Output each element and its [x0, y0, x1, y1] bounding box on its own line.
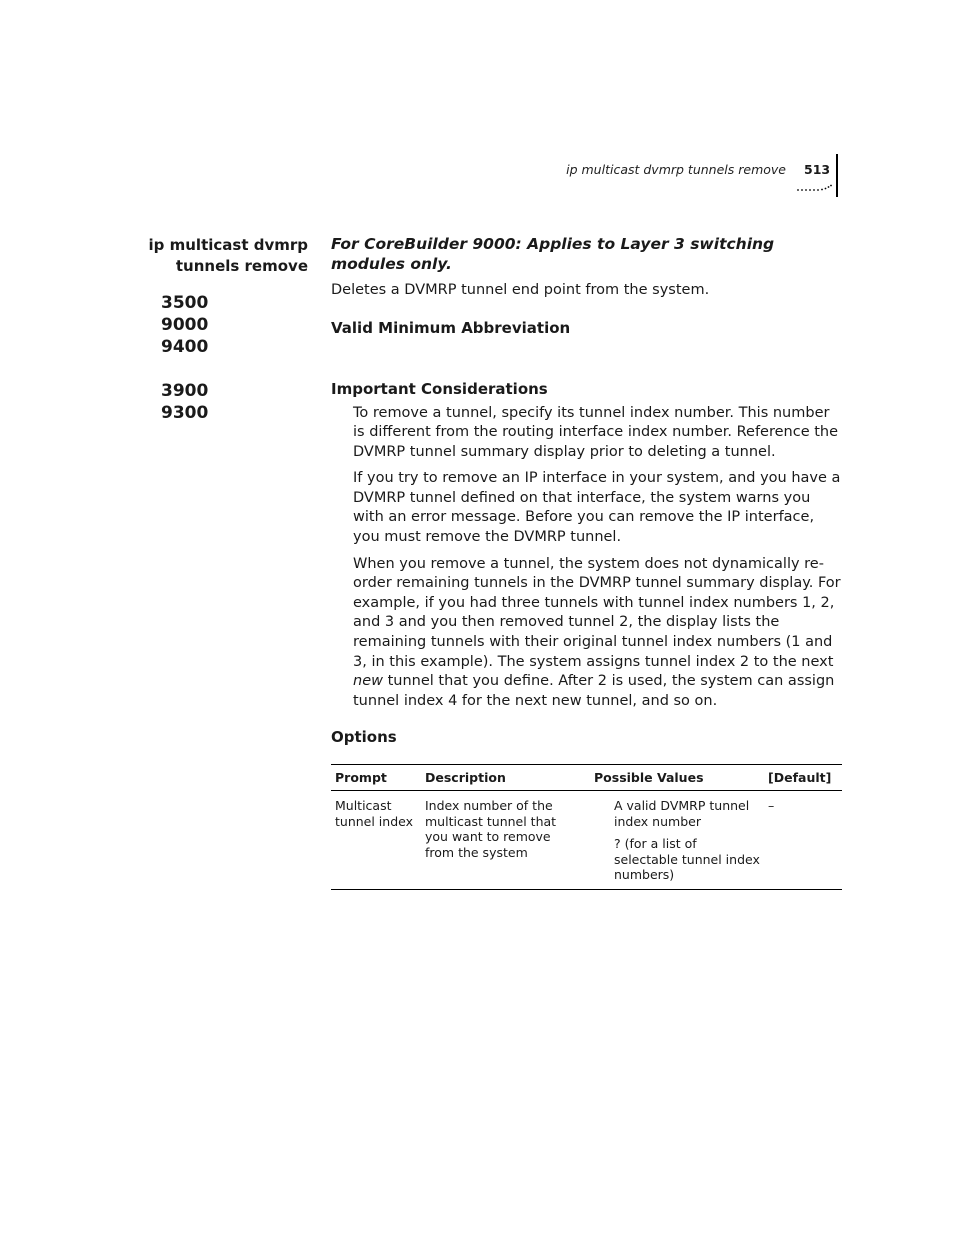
page-number: 513 — [804, 162, 831, 177]
command-title-line-1: ip multicast dvmrp — [148, 236, 308, 254]
column-header-default: [Default] — [764, 765, 842, 791]
options-table-header-row — [331, 765, 842, 791]
possible-value-1: A valid DVMRP tunnel index number — [614, 798, 750, 829]
platform-9000: 9000 — [161, 315, 209, 335]
important-considerations-heading: Important Considerations — [331, 379, 548, 398]
command-title — [108, 235, 308, 276]
applies-to-note: For CoreBuilder 9000: Applies to Layer 3 switching modules only. — [331, 235, 775, 273]
cell-possible-values — [590, 791, 764, 890]
header-divider — [836, 154, 838, 197]
paragraph-3-text-a: When you remove a tunnel, the system does not dynamically re-order remaining tunnels in the DVMRP tunnel summary display. For example, if you had three tunnels with tunnel index numbers 1, 2, and 3 and you then removed tunnel 2, the display lists the remaining tunnels with their original tunnel index numbers (1 and 3, in this example). The system assigns tunnel index 2 to the next — [353, 555, 841, 670]
paragraph-3-text-b: tunnel that you define. After 2 is used, the system can assign tunnel index 4 for the next new tunnel, and so on. — [353, 673, 835, 709]
column-header-prompt: Prompt — [331, 765, 421, 791]
cell-default: – — [764, 791, 842, 890]
table-row — [331, 791, 842, 890]
column-header-description: Description — [421, 765, 590, 791]
platform-9400: 9400 — [161, 337, 209, 357]
options-table — [331, 764, 842, 890]
platform-list — [161, 292, 208, 424]
platform-9300: 9300 — [161, 403, 209, 423]
consideration-paragraph-1: To remove a tunnel, specify its tunnel index number. This number is different from the routing interface index number. Reference the DVMRP tunnel summary display prior to deleting a tunnel. — [353, 404, 839, 460]
main-content — [331, 234, 843, 890]
options-heading: Options — [331, 728, 397, 747]
cell-description: Index number of the multicast tunnel that you want to remove from the system — [421, 791, 590, 890]
header-dot-ornament — [797, 184, 835, 194]
consideration-paragraph-3 — [353, 555, 843, 712]
cell-prompt: Multicast tunnel index — [331, 791, 421, 890]
paragraph-3-emphasis: new — [353, 673, 383, 690]
platform-3900: 3900 — [161, 381, 209, 401]
column-header-possible-values: Possible Values — [590, 765, 764, 791]
running-header-title: ip multicast dvmrp tunnels remove — [566, 162, 786, 177]
platform-3500: 3500 — [161, 293, 209, 313]
consideration-paragraph-2: If you try to remove an IP interface in your system, and you have a DVMRP tunnel defined on that interface, the system warns you with an error message. Before you can remove the IP interface, you must remove the DVMRP tunnel. — [353, 470, 841, 546]
valid-min-abbrev-heading: Valid Minimum Abbreviation — [331, 318, 571, 337]
command-description: Deletes a DVMRP tunnel end point from the system. — [331, 282, 710, 298]
possible-value-2: ? (for a list of selectable tunnel index numbers) — [614, 836, 760, 883]
command-title-line-2: tunnels remove — [175, 256, 308, 275]
